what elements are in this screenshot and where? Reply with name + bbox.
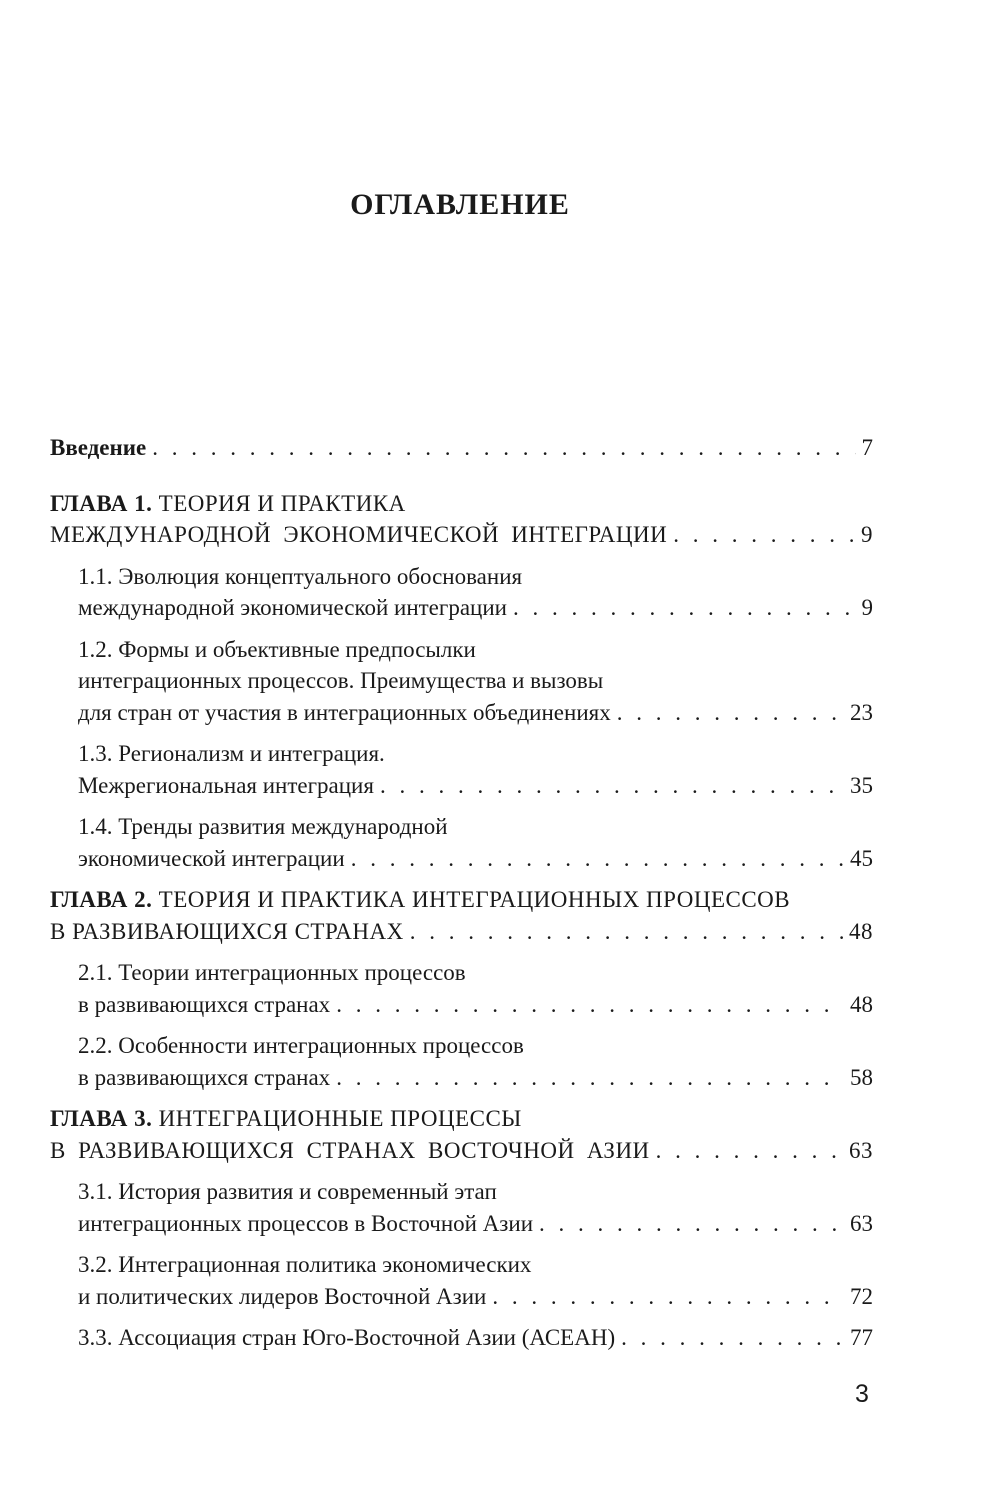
toc-page-number: 77 bbox=[850, 1325, 873, 1350]
toc-section-1-3[interactable] bbox=[50, 738, 873, 801]
section-title-line: для стран от участия в интеграционных объединениях bbox=[78, 699, 611, 725]
section-title-line: 2.2. Особенности интеграционных процессов bbox=[78, 1033, 524, 1058]
toc-chapter-1[interactable] bbox=[50, 488, 873, 551]
dot-leader bbox=[351, 843, 844, 875]
section-title-line: 1.3. Регионализм и интеграция. bbox=[78, 741, 385, 766]
section-title-line: в развивающихся странах bbox=[78, 1064, 331, 1090]
table-of-contents bbox=[50, 432, 873, 1364]
section-title-line: экономической интеграции bbox=[78, 845, 345, 871]
toc-section-3-2[interactable] bbox=[50, 1249, 873, 1312]
toc-chapter-3[interactable] bbox=[50, 1103, 873, 1166]
toc-page-number: 63 bbox=[850, 1210, 873, 1236]
section-title-line: международной экономической интеграции bbox=[78, 595, 507, 620]
chapter-title-line: ТЕОРИЯ И ПРАКТИКА bbox=[158, 490, 406, 516]
chapter-title-line: В РАЗВИВАЮЩИХСЯ СТРАНАХ ВОСТОЧНОЙ АЗИИ bbox=[50, 1137, 650, 1163]
dot-leader bbox=[492, 1281, 844, 1313]
section-title-line: 3.3. Ассоциация стран Юго-Восточной Азии (АСЕАН) bbox=[78, 1325, 616, 1350]
dot-leader bbox=[539, 1208, 844, 1240]
section-title-line: 2.1. Теории интеграционных процессов bbox=[78, 960, 466, 985]
toc-page-number: 45 bbox=[850, 845, 873, 871]
section-title-line: Межрегиональная интеграция bbox=[78, 772, 374, 798]
section-title-line: интеграционных процессов в Восточной Азии bbox=[78, 1210, 534, 1236]
toc-chapter-2[interactable] bbox=[50, 884, 873, 947]
section-title-line: 1.1. Эволюция концептуального обоснования bbox=[78, 563, 523, 589]
dot-leader bbox=[621, 1322, 844, 1354]
toc-entry-intro[interactable] bbox=[50, 432, 873, 464]
section-title-line: 3.2. Интеграционная политика экономических bbox=[78, 1252, 532, 1277]
section-title-line: 1.4. Тренды развития международной bbox=[78, 814, 448, 839]
dot-leader bbox=[336, 989, 844, 1021]
toc-page-number: 48 bbox=[849, 918, 873, 944]
section-title-line: интеграционных процессов. Преимущества и вызовы bbox=[78, 668, 604, 693]
chapter-title-line: ТЕОРИЯ И ПРАКТИКА ИНТЕГРАЦИОННЫХ ПРОЦЕССОВ bbox=[158, 887, 791, 912]
dot-leader bbox=[380, 770, 844, 802]
chapter-title-line: В РАЗВИВАЮЩИХСЯ СТРАНАХ bbox=[50, 918, 404, 944]
toc-page-number: 9 bbox=[861, 522, 873, 547]
page-number: 3 bbox=[855, 1380, 869, 1408]
section-title-line: 3.1. История развития и современный этап bbox=[78, 1179, 497, 1204]
dot-leader bbox=[513, 592, 856, 624]
dot-leader bbox=[656, 1135, 843, 1167]
chapter-prefix: ГЛАВА 1. bbox=[50, 490, 153, 516]
toc-page-number: 35 bbox=[850, 772, 873, 798]
chapter-title-line: ИНТЕГРАЦИОННЫЕ ПРОЦЕССЫ bbox=[158, 1106, 522, 1131]
toc-page-number: 7 bbox=[861, 435, 873, 460]
chapter-title-line: МЕЖДУНАРОДНОЙ ЭКОНОМИЧЕСКОЙ ИНТЕГРАЦИИ bbox=[50, 522, 668, 547]
toc-section-1-1[interactable] bbox=[50, 561, 873, 624]
page-title: ОГЛАВЛЕНИЕ bbox=[350, 188, 570, 221]
toc-section-2-2[interactable] bbox=[50, 1030, 873, 1093]
toc-section-1-4[interactable] bbox=[50, 811, 873, 874]
dot-leader bbox=[410, 916, 843, 948]
dot-leader bbox=[617, 697, 844, 729]
dot-leader bbox=[673, 519, 855, 551]
dot-leader bbox=[336, 1062, 844, 1094]
section-title-line: и политических лидеров Восточной Азии bbox=[78, 1283, 487, 1309]
toc-section-3-3[interactable] bbox=[50, 1322, 873, 1354]
chapter-prefix: ГЛАВА 3. bbox=[50, 1106, 153, 1131]
toc-page-number: 58 bbox=[850, 1064, 873, 1090]
toc-section-3-1[interactable] bbox=[50, 1176, 873, 1239]
toc-page-number: 72 bbox=[850, 1283, 873, 1309]
toc-entry-title: Введение bbox=[50, 435, 147, 460]
section-title-line: 1.2. Формы и объективные предпосылки bbox=[78, 636, 476, 662]
chapter-prefix: ГЛАВА 2. bbox=[50, 887, 153, 912]
dot-leader bbox=[152, 432, 855, 464]
toc-section-2-1[interactable] bbox=[50, 957, 873, 1020]
toc-section-1-2[interactable] bbox=[50, 634, 873, 729]
section-title-line: в развивающихся странах bbox=[78, 991, 331, 1017]
toc-page-number: 23 bbox=[850, 699, 873, 725]
toc-page-number: 9 bbox=[861, 595, 873, 620]
toc-page-number: 48 bbox=[850, 991, 873, 1017]
toc-page-number: 63 bbox=[849, 1137, 873, 1163]
